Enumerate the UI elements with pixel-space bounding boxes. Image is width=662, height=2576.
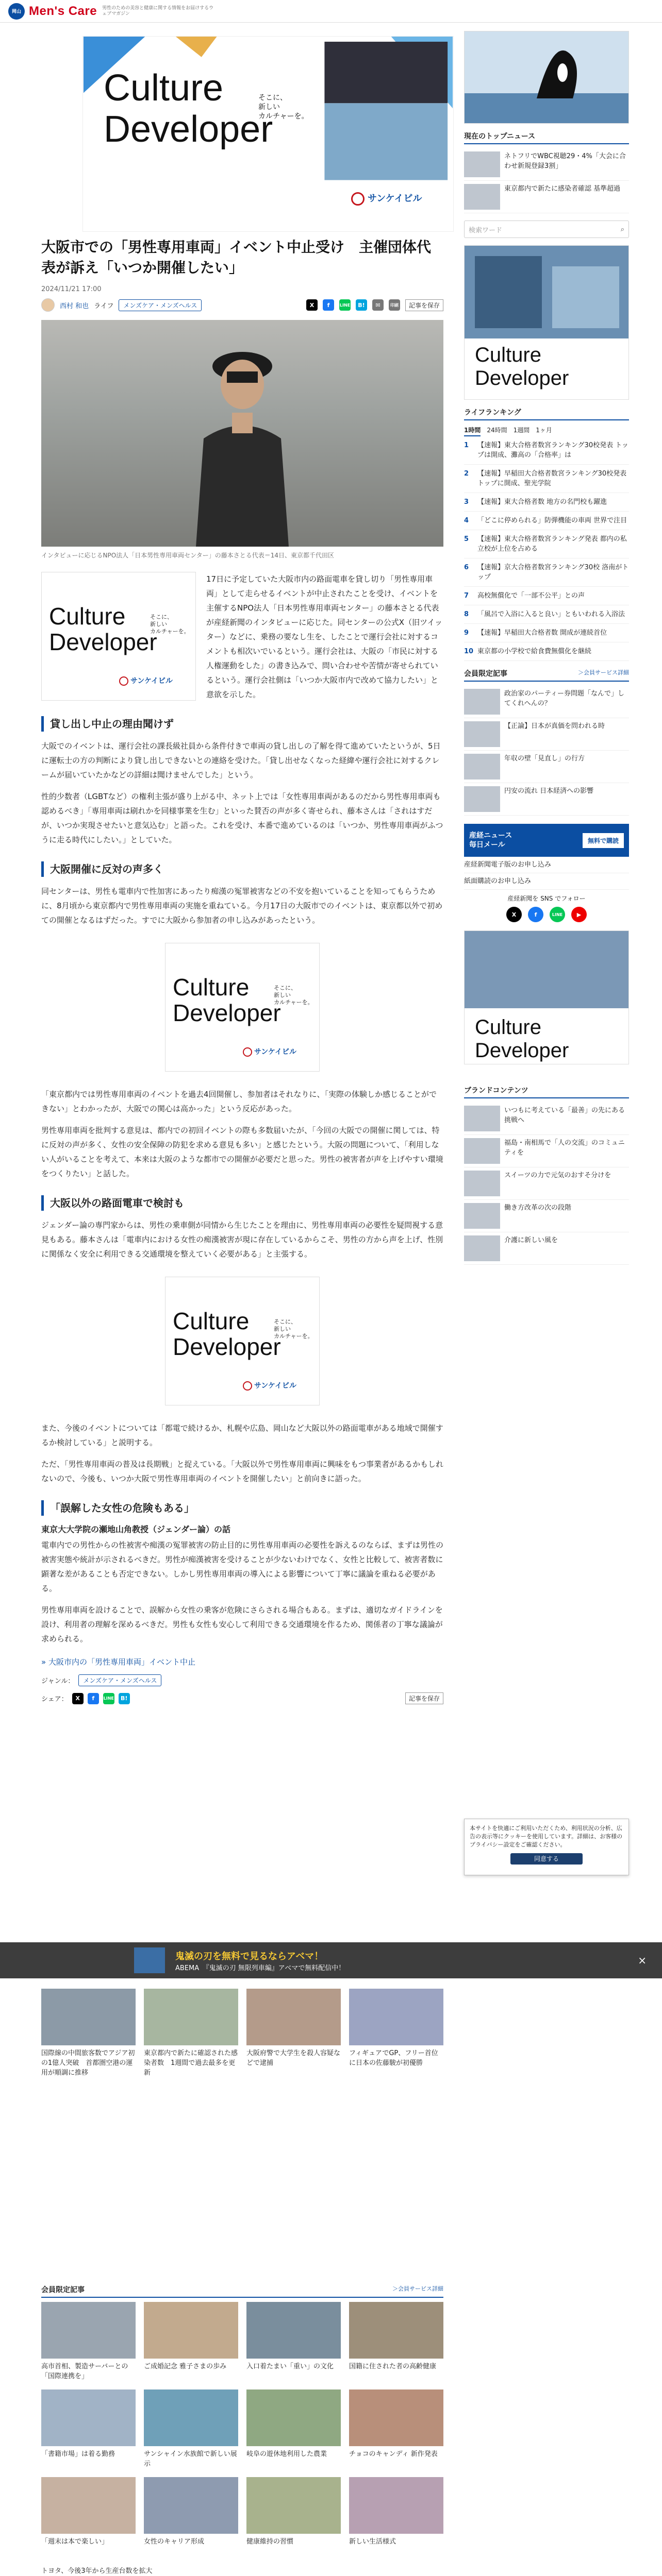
- ranking-tabs: [464, 425, 629, 436]
- member-thumb: [144, 2477, 238, 2534]
- ranking-item[interactable]: 5 【速報】東大合格者数宮ランキング発表 都内の私立校が上位を占める: [464, 530, 629, 558]
- ranking-item[interactable]: 8 「風呂で入浴に入ると良い」ともいわれる入浴法: [464, 605, 629, 624]
- members-heading-text: 会員限定記事: [464, 670, 507, 678]
- members-thumb: [464, 689, 500, 715]
- members-thumb: [464, 721, 500, 747]
- brand-item[interactable]: [464, 1167, 629, 1200]
- author-link[interactable]: 西村 和也: [60, 302, 89, 310]
- related-card[interactable]: [349, 1989, 443, 2078]
- member-title: 入口着たまい「重い」の文化: [246, 2363, 334, 2370]
- brand-item[interactable]: [464, 1103, 629, 1135]
- line-follow-icon[interactable]: LINE: [550, 907, 565, 922]
- section-heading-2: 大阪開催に反対の声多く: [41, 861, 443, 877]
- member-thumb: [144, 2302, 238, 2359]
- mail-share-icon[interactable]: ✉: [372, 299, 384, 311]
- hatena-share-icon[interactable]: B!: [119, 1693, 130, 1704]
- ranking-title: 【速報】東大合格者数宮ランキング30校発表 トップは開成、灘高の「合格率」は: [477, 442, 628, 459]
- section-1-para-1: 大阪でのイベントは、運行会社の課長級社員から条件付きで車両の貸し出しの了解を得て進めていたというが、5日に運転士の方の判断により貸し出しできないとの連絡を受けた。「貸し出せなくなった経緯や運行会社に対するクレームが届いていたかなどの詳細は聞けませんでした」という。: [41, 741, 441, 779]
- brand-content-heading: ブランドコンテンツ: [464, 1085, 629, 1098]
- member-card[interactable]: [246, 2389, 341, 2469]
- brand-item[interactable]: [464, 1135, 629, 1167]
- tab-1w[interactable]: 1週間: [513, 427, 530, 434]
- related-title: フィギュアでGP、フリー首位に日本の佐藤駿が初優勝: [349, 2049, 438, 2067]
- member-title: ご成婚記念 雅子さまの歩み: [144, 2363, 227, 2370]
- overlay-ad-title: 鬼滅の刃を無料で見るならアベマ！: [175, 1951, 324, 1962]
- inline-ad-3-logo: [243, 1380, 296, 1391]
- bottom-list: [41, 2562, 443, 2576]
- brand-ring-icon: [119, 676, 128, 686]
- tab-1h[interactable]: 1時間: [464, 425, 481, 436]
- member-card[interactable]: [349, 2302, 443, 2381]
- share-row: [306, 299, 443, 311]
- svg-text:Developer: Developer: [475, 1039, 569, 1062]
- inline-ad-1[interactable]: [41, 572, 196, 701]
- overlay-ad-text: [175, 1949, 345, 1972]
- members-title: 政治家のパーティー券問題「なんで」してくれへんの？: [504, 690, 624, 707]
- member-title: 高市首相、製造サーバーとの「国際連携を」: [41, 2363, 128, 2380]
- article: [41, 237, 443, 1704]
- overlay-ad-sub: [175, 1962, 345, 1972]
- bookmark-button[interactable]: 記事を保存: [405, 299, 443, 311]
- ranking-item[interactable]: 10 東京都の小学校で給食費無償化を継続: [464, 642, 629, 661]
- member-thumb: [349, 2389, 443, 2446]
- ad1-brand: サンケイビル: [130, 677, 173, 685]
- overlay-ad-desc: 『鬼滅の刃 無限列車編』アベマで無料配信中！: [206, 1964, 345, 1972]
- hatena-share-icon[interactable]: B!: [356, 299, 367, 311]
- follow-heading: 産経新聞を SNS でフォロー: [507, 895, 586, 902]
- author-avatar: [41, 298, 55, 312]
- inline-ad-2-logo: [243, 1046, 296, 1057]
- banner-title-line1: Culture: [104, 67, 224, 109]
- top-news-item[interactable]: [464, 148, 629, 181]
- ad1-line2: Developer: [49, 629, 157, 655]
- members-item[interactable]: [464, 718, 629, 751]
- article-footer-tags: [41, 1674, 443, 1686]
- sidebar: [464, 31, 629, 1265]
- members-title: 年収の壁「見直し」の行方: [504, 755, 585, 762]
- member-card[interactable]: [246, 2477, 341, 2547]
- ranking-title: 【速報】東大合格者数宮ランキング発表 都内の私立校が上位を占める: [477, 535, 627, 553]
- member-card[interactable]: [144, 2389, 238, 2469]
- related-title: 国際線の中間旅客数でアジア初の1億人突破 首都圏空港の運用が順調に推移: [41, 2049, 135, 2077]
- brand-ring-icon: [351, 192, 365, 206]
- youtube-follow-icon[interactable]: ▶: [571, 907, 587, 922]
- bottom-list-item[interactable]: トヨタ、今後3年から生産台数を拡大: [41, 2562, 443, 2576]
- brand-thumb: [464, 1203, 500, 1229]
- facebook-share-icon[interactable]: f: [323, 299, 334, 311]
- hero-caption: インタビューに応じるNPO法人「日本男性専用車両センター」の藤本さとる代表＝14日、東京都千代田区: [41, 552, 334, 559]
- brand-thumb: [464, 1138, 500, 1164]
- members-item[interactable]: [464, 751, 629, 783]
- bottom-members-grid: [41, 2302, 443, 2547]
- related-articles: [41, 1989, 443, 2078]
- ranking-item[interactable]: 3 【速報】東大合格者数 地方の名門校も躍進: [464, 493, 629, 512]
- member-thumb: [246, 2477, 341, 2534]
- related-card[interactable]: [144, 1989, 238, 2078]
- ranking-item[interactable]: 9 【速報】早稲田大合格者数 開成が連続首位: [464, 624, 629, 642]
- inline-ad-1-logo: [119, 675, 173, 686]
- cookie-text: 本サイトを快適にご利用いただくため、利用状況の分析、広告の表示等にクッキーを使用しています。詳細は、お客様のプライバシー設定をご確認ください。: [470, 1825, 623, 1848]
- banner-brand-logo: [351, 191, 422, 206]
- related-thumb: [41, 1989, 136, 2045]
- ad2-line1: Culture: [173, 974, 250, 1001]
- ad3-line1: Culture: [173, 1308, 250, 1334]
- members-thumb: [464, 754, 500, 779]
- para-4-1: 電車内での男性からの性被害や痴漢の冤罪被害の防止目的に男性専用車両の必要性を訴えるのならば、まずは男性の被害実態や統計が示されるべきだ。男性が痴漢被害を受けることが少ないわけでなく、女性と比較して、被害者数に顕著な差があることも否定できない。しかし男性専用車両の導入による影響について丁寧に議論を重ねる必要がある。: [41, 1540, 444, 1593]
- line-share-icon[interactable]: LINE: [103, 1693, 114, 1704]
- follow-icons: [464, 907, 629, 922]
- bottom-members-heading-text: 会員限定記事: [41, 2286, 85, 2294]
- author-row: [41, 298, 443, 312]
- member-thumb: [144, 2389, 238, 2446]
- newsletter-box[interactable]: [464, 824, 629, 857]
- svg-text:Developer: Developer: [475, 367, 569, 389]
- sticky-bottom-ad[interactable]: [0, 1942, 662, 1978]
- ad3-line2: Developer: [173, 1333, 281, 1360]
- bottom-members-heading: [41, 2284, 443, 2298]
- top-news-title: ネトフリでWBC視聴29・4%「大会に合わせ新規登録3割」: [504, 152, 626, 170]
- brand-thumb: [464, 1235, 500, 1261]
- member-title: 新しい生活様式: [349, 2538, 396, 2546]
- inline-ad-2-sub: そこに、 新しい カルチャーを。: [274, 985, 313, 1006]
- line-share-icon[interactable]: LINE: [339, 299, 351, 311]
- members-more-link[interactable]: ＞会員サービス詳細: [578, 669, 629, 676]
- member-card[interactable]: [41, 2389, 136, 2469]
- ranking-item[interactable]: 1 【速報】東大合格者数宮ランキング30校発表 トップは開成、灘高の「合格率」は: [464, 436, 629, 465]
- top-news-item[interactable]: [464, 181, 629, 213]
- svg-text:Culture: Culture: [475, 344, 541, 366]
- member-thumb: [41, 2389, 136, 2446]
- brand-title: 働き方改革の次の段階: [504, 1204, 572, 1212]
- bottom-members-more-link[interactable]: ＞会員サービス詳細: [392, 2285, 443, 2292]
- genre-label: ジャンル：: [41, 1677, 75, 1685]
- sidebar-ad-3-graphics: [465, 931, 629, 1064]
- para-3-2: また、今後のイベントについては「都電で続けるか、札幌や広島、岡山など大阪以外の路面電車がある地域で開催するか検討している」と説明する。: [41, 1423, 443, 1447]
- banner-title: [104, 67, 273, 150]
- inline-ad-3[interactable]: [165, 1277, 320, 1405]
- x-share-icon[interactable]: X: [306, 299, 318, 311]
- brand-ring-icon: [243, 1381, 252, 1391]
- sidebar-ad-3[interactable]: [464, 930, 629, 1064]
- member-title: 「書籍市場」は着る勤務: [41, 2450, 115, 2458]
- search-input[interactable]: [464, 221, 629, 238]
- member-card[interactable]: [41, 2477, 136, 2547]
- site-logo[interactable]: Men's Care: [29, 4, 97, 18]
- ranking-item[interactable]: 6 【速報】京大合格者数宮ランキング30校 洛南がトップ: [464, 558, 629, 587]
- overlay-ad-brand: ABEMA: [175, 1964, 200, 1972]
- member-thumb: [41, 2477, 136, 2534]
- hero-image: [41, 320, 443, 547]
- related-card[interactable]: [246, 1989, 341, 2078]
- newsletter-button[interactable]: 無料で購読: [583, 833, 624, 848]
- facebook-follow-icon[interactable]: f: [528, 907, 543, 922]
- sidebar-ad-2-graphics: [465, 246, 629, 400]
- section-4-subheading: 東京大大学院の瀬地山角教授（ジェンダー論）の話: [41, 1524, 231, 1534]
- ranking-title: 東京都の小学校で給食費無償化を継続: [477, 648, 592, 655]
- x-follow-icon[interactable]: X: [506, 907, 522, 922]
- x-share-icon[interactable]: X: [72, 1693, 84, 1704]
- section-heading-3: 大阪以外の路面電車で検討も: [41, 1195, 443, 1211]
- related-back-link[interactable]: » 大阪市内の「男性専用車両」イベント中止: [41, 1657, 195, 1667]
- article-date: [41, 285, 443, 293]
- brand-title: 福島・南相馬で「人の交流」のコミュニティを: [504, 1139, 625, 1157]
- member-thumb: [246, 2389, 341, 2446]
- related-thumb: [246, 1989, 341, 2045]
- ad1-line1: Culture: [49, 603, 126, 630]
- member-card[interactable]: [144, 2477, 238, 2547]
- member-card[interactable]: [41, 2302, 136, 2381]
- bottom-members-section: [41, 2277, 443, 2576]
- members-title: 【正論】日本が真価を問われる時: [504, 722, 605, 730]
- close-icon[interactable]: ×: [638, 1954, 647, 1967]
- ranking-title: 高校無償化で「一部不公平」との声: [477, 592, 585, 600]
- member-title: 女性のキャリア形成: [144, 2538, 205, 2546]
- top-banner-ad[interactable]: [82, 36, 454, 232]
- member-card[interactable]: [246, 2302, 341, 2381]
- ranking-title: 【速報】早稲田大合格者数 開成が連続首位: [477, 629, 607, 637]
- share-label: シェア：: [41, 1696, 68, 1703]
- news-thumb: [464, 184, 500, 210]
- publish-date: 2024/11/21 17:00: [41, 285, 102, 293]
- save-article-button[interactable]: 記事を保存: [405, 1692, 443, 1704]
- para-2-2: 男性専用車両を批判する意見は、都内での初回イベントの際も多数届いたが、「今回の大阪での開催に関しては、特に反対の声が多く、女性の安全保障の防犯を求める意見も多い」と感じたという。大阪の問題について、「利用しない人がいることを考えて、本来は大阪のような都市での開催が必要だと思った。男性の被害者が声を上げやすい環境をつくりたい」と話した。: [41, 1126, 443, 1178]
- inline-ad-3-title: [173, 1308, 281, 1360]
- top-news-title: 東京都内で新たに感染者確認 基準超過: [504, 185, 621, 193]
- brand-item[interactable]: [464, 1200, 629, 1232]
- related-title: 東京都内で新たに確認された感染者数 1週間で過去最多を更新: [144, 2049, 238, 2077]
- banner-brand: サンケイビル: [368, 193, 422, 204]
- section-1-para-2: 性的少数者（LGBTなど）の権利主張が盛り上がる中、ネット上では「女性専用車両があるのだから男性専用車両も認めるべき」「専用車両は刷れかを同様事業を生む」といった賛否の声が多く寄せられ、藤本さんは「されはすだが、いつか実現させたいと意気込む」と語った。これを受け、本番で進めているのは「いつか、男性専用車両がふつうに走る時代にしたい。」としていた。: [41, 792, 443, 844]
- logo-badge[interactable]: 岡山: [8, 3, 25, 20]
- tab-24h[interactable]: 24時間: [487, 427, 507, 434]
- member-title: 「週末は本で楽しい」: [41, 2538, 109, 2546]
- member-thumb: [41, 2302, 136, 2359]
- ranking-heading: ライフランキング: [464, 407, 629, 420]
- para-2-1: 「東京都内では男性専用車両のイベントを過去4回開催し、参加者はそれなりに、「実際の体験しか感じることができない」とわかったが、大阪での関心は高かった」という反応があった。: [41, 1090, 437, 1113]
- inline-ad-1-sub: そこに、 新しい カルチャーを。: [150, 614, 190, 635]
- members-item[interactable]: [464, 686, 629, 718]
- member-thumb: [349, 2477, 443, 2534]
- member-title: サンシャイン水族館で新しい展示: [144, 2450, 237, 2468]
- cookie-agree-button[interactable]: 同意する: [510, 1853, 583, 1865]
- ad3-brand: サンケイビル: [254, 1382, 297, 1390]
- interviewee-photo: [186, 335, 299, 547]
- related-title: 大阪府警で大学生を殺人容疑などで逮捕: [246, 2049, 341, 2067]
- facebook-share-icon[interactable]: f: [88, 1693, 99, 1704]
- brand-title: いつもに考えている「最善」の先にある挑戦へ: [504, 1107, 625, 1124]
- article-tag[interactable]: メンズケア・メンズヘルス: [119, 299, 202, 311]
- ranking-title: 【速報】京大合格者数宮ランキング30校 洛南がトップ: [477, 564, 629, 581]
- lead-paragraph: 17日に予定していた大阪市内の路面電車を貸し切り「男性専用車両」として走らせるイベントが中止されたことを受け、イベントを主催するNPO法人「日本男性専用車両センター」の藤本さとる代表が産経新聞のインタビューに応じた。同センターの公式X（旧ツイッター）などに、乗務の要なし生を、したことで運行会社に対するコメントも相次いでいるという。運行会社は、大阪の「市民に対する人権運動をした」の書き込みで、問い合わせや苦情が寄せられているという。運行会社側は「いつか大阪市内で改めて協力したい」と意欲を示した。: [206, 574, 443, 699]
- news-thumb: [464, 151, 500, 177]
- inline-ad-2[interactable]: [165, 943, 320, 1072]
- top-news-heading: 現在のトップニュース: [464, 131, 629, 144]
- member-card[interactable]: [349, 2477, 443, 2547]
- brand-title: スイーツの力で元気のおすそ分けを: [504, 1172, 611, 1179]
- inline-ad-2-title: [173, 974, 281, 1026]
- para-4-2: 男性専用車両を設けることで、誤解から女性の乗客が危険にさらされる場合もある。まずは、適切なガイドラインを設け、利用者の理解を深めるべきだ。男性も女性も安心して利用できる交通環境を作るため、関係者の丁寧な議論が求められる。: [41, 1605, 443, 1643]
- inline-ad-3-sub: そこに、 新しい カルチャーを。: [274, 1318, 313, 1340]
- member-thumb: [349, 2302, 443, 2359]
- section-2-para-1: 同センターは、男性も電車内で性加害にあったり痴漢の冤罪被害などの不安を抱いていることを知ってもらうために、8月頃から東京都内で男性専用車両の実施を重ねている。今月17日の大阪市でのイベントは、東京都以外で初めての開催となるはずだった。すでに大阪から参加者の申し込みがあったという。: [41, 887, 443, 925]
- ad2-line2: Developer: [173, 999, 281, 1026]
- search-icon[interactable]: ⌕: [620, 225, 624, 233]
- genre-tag[interactable]: メンズケア・メンズヘルス: [78, 1674, 161, 1686]
- cookie-consent: [464, 1819, 629, 1875]
- ranking-list: [464, 436, 629, 661]
- article-headline: 大阪市での「男性専用車両」イベント中止受け 主催団体代表が訴え「いつか開催したい」: [41, 239, 432, 276]
- members-heading: [464, 668, 629, 682]
- sidebar-ad-orca[interactable]: [464, 31, 629, 124]
- lead-section: [41, 572, 443, 702]
- newsletter-heading: 産経ニュース 毎日メール: [469, 832, 512, 849]
- section-heading-4: 「誤解した女性の危険もある」: [41, 1500, 443, 1516]
- orca-photo: [465, 31, 629, 124]
- brand-thumb: [464, 1171, 500, 1196]
- ranking-item[interactable]: 4 「どこに停められる」防弾機能の車両 世界で注目: [464, 512, 629, 530]
- para-3-1: ジェンダー論の専門家からは、男性の乗車側が同情から生じたことを理由に、男性専用車両の必要性を疑問視する意見もある。藤本さんは「電車内における女性の痴漢被害が現に存在しているからこそ、男性の方から声を上げ、性別に関係なく安全に利用できる交通環境を整えていく必要がある」と主張する。: [41, 1221, 443, 1259]
- related-grid: [41, 1989, 443, 2078]
- svg-text:Culture: Culture: [475, 1016, 541, 1039]
- member-card[interactable]: [144, 2302, 238, 2381]
- ad2-brand: サンケイビル: [254, 1048, 297, 1056]
- tab-1m[interactable]: 1ヶ月: [536, 427, 552, 434]
- section-heading-1: 貸し出し中止の理由聞けず: [41, 716, 443, 732]
- search-placeholder: 検索ワード: [469, 226, 503, 234]
- member-title: 健康維持の習慣: [246, 2538, 294, 2546]
- related-thumb: [349, 1989, 443, 2045]
- members-thumb: [464, 786, 500, 812]
- brand-title: 介護に新しい風を: [504, 1236, 558, 1244]
- ranking-title: 「風呂で入浴に入ると良い」ともいわれる入浴法: [477, 611, 625, 618]
- ranking-title: 【速報】早稲田大合格者数宮ランキング30校発表 トップに開成、聖光学院: [477, 470, 627, 487]
- ranking-item[interactable]: 2 【速報】早稲田大合格者数宮ランキング30校発表 トップに開成、聖光学院: [464, 465, 629, 493]
- subscribe-link-2[interactable]: 紙面購読のお申し込み: [464, 873, 629, 890]
- members-title: 円安の流れ 日本経済への影響: [504, 787, 594, 795]
- para-3-3: ただ、「男性専用車両の普及は長期戦」と捉えている。「大阪以外で男性専用車両に興味をもつ事業者があるかもしれないので、今後も、いつか大阪で男性専用車両のイベントを開催したい」と前向きに語った。: [41, 1460, 444, 1483]
- brand-ring-icon: [243, 1047, 252, 1057]
- print-share-icon[interactable]: 印刷: [389, 299, 400, 311]
- related-card[interactable]: [41, 1989, 136, 2078]
- member-thumb: [246, 2302, 341, 2359]
- brand-item[interactable]: [464, 1232, 629, 1265]
- member-title: 岐阜の遊休地利用した農業: [246, 2450, 327, 2458]
- share-bottom: [41, 1692, 443, 1704]
- members-item[interactable]: [464, 783, 629, 816]
- related-thumb: [144, 1989, 238, 2045]
- member-card[interactable]: [349, 2389, 443, 2469]
- banner-title-line2: Developer: [104, 109, 273, 150]
- inline-ad-1-title: [49, 603, 157, 655]
- ranking-item[interactable]: 7 高校無償化で「一部不公平」との声: [464, 587, 629, 605]
- overlay-ad-image: [134, 1947, 165, 1973]
- member-title: チョコのキャンディ 新作発表: [349, 2450, 438, 2458]
- site-tagline: 男性のための美容と健康に関する情報をお届けするウェブマガジン: [102, 5, 214, 16]
- site-header: [0, 0, 662, 23]
- banner-subtitle: そこに、 新しい カルチャーを。: [258, 94, 309, 121]
- section-link[interactable]: ライフ: [94, 302, 114, 310]
- brand-thumb: [464, 1106, 500, 1131]
- sidebar-ad-2[interactable]: [464, 245, 629, 400]
- subscribe-link-1[interactable]: 産経新聞電子版のお申し込み: [464, 857, 629, 873]
- ranking-title: 【速報】東大合格者数 地方の名門校も躍進: [477, 498, 607, 506]
- ranking-title: 「どこに停められる」防弾機能の車両 世界で注目: [477, 517, 627, 524]
- member-title: 国籍に住された者の高齢健康: [349, 2363, 437, 2370]
